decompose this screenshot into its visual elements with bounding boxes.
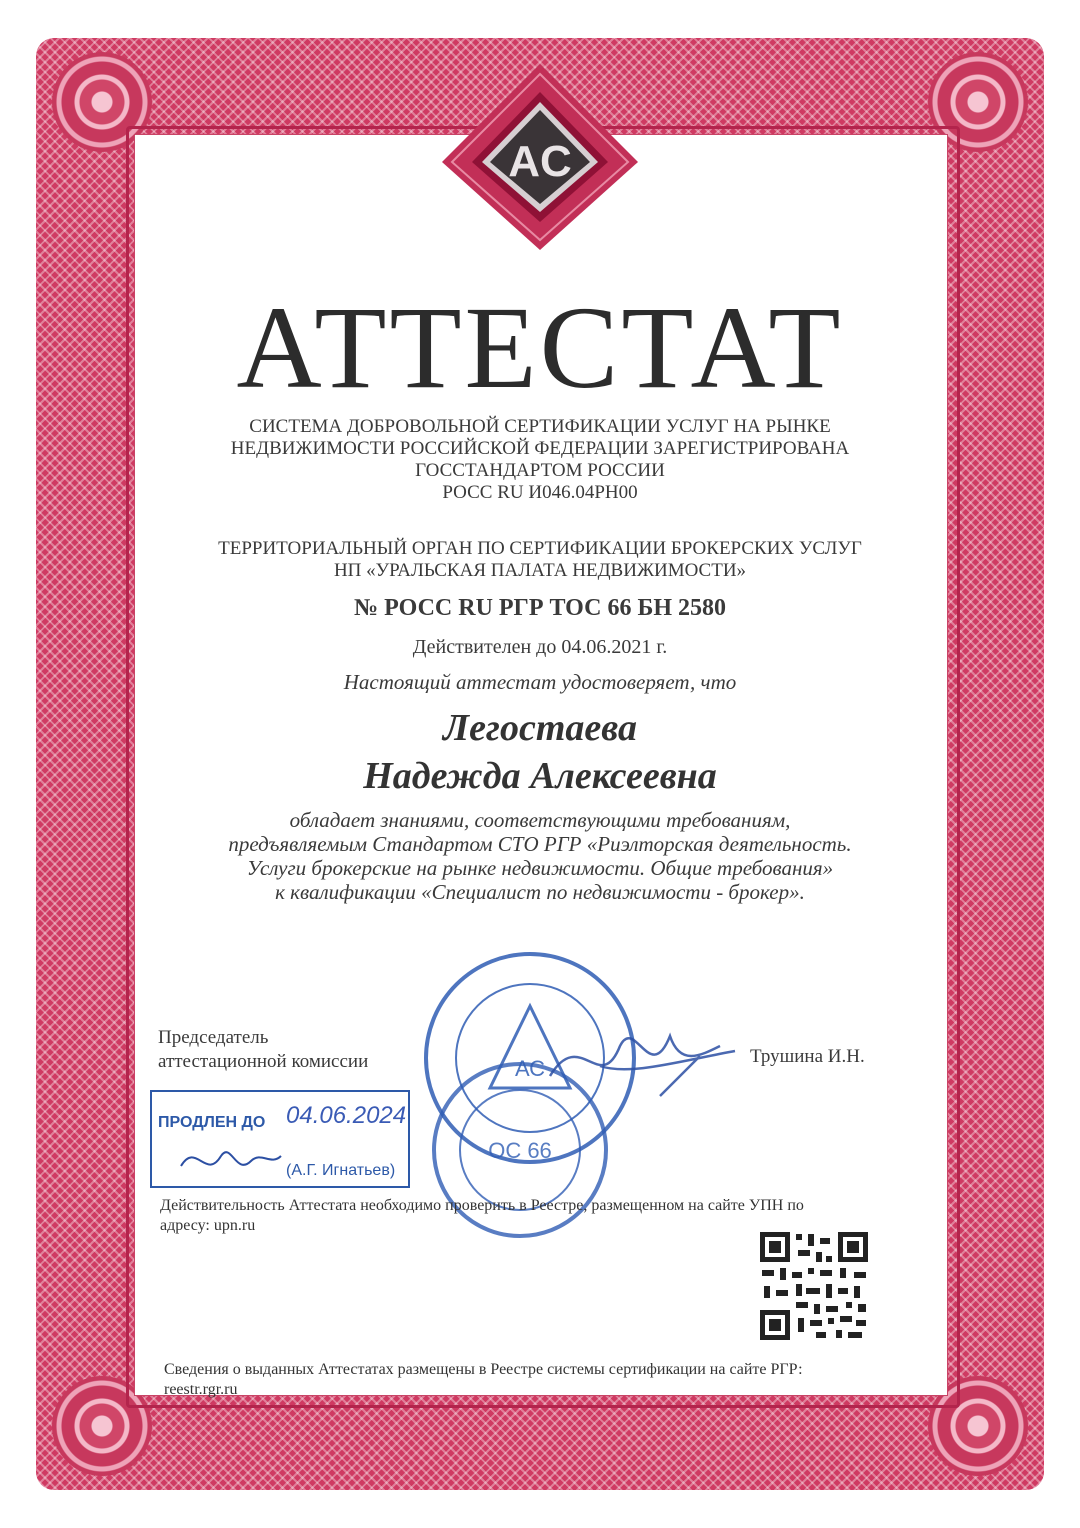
registry-line: Сведения о выданных Аттестатах размещены в Реестре системы сертификации на сайте РГР: xyxy=(164,1361,803,1378)
extension-label: ПРОДЛЕН ДО xyxy=(158,1114,266,1131)
valid-until: Действителен до 04.06.2021 г. xyxy=(412,636,668,658)
qualification-line: обладает знаниями, соответствующими требованиям, xyxy=(289,808,791,832)
svg-text:AC: AC xyxy=(508,137,572,186)
certificate-title: АТТЕСТАТ xyxy=(236,282,844,413)
qr-code xyxy=(756,1228,872,1344)
system-block xyxy=(134,416,946,504)
chairman-title xyxy=(158,1026,368,1074)
system-line: РОСС RU И046.04РН00 xyxy=(442,482,638,503)
system-line: ГОССТАНДАРТОМ РОССИИ xyxy=(415,460,665,481)
holder-given-name: Надежда Алексеевна xyxy=(363,755,717,797)
registry-note xyxy=(164,1360,888,1400)
signatory-name: Трушина И.Н. xyxy=(750,1046,865,1067)
svg-text:ОС 66: ОС 66 xyxy=(488,1138,552,1163)
qualification-line: Услуги брокерские на рынке недвижимости. Общие требования» xyxy=(246,856,834,880)
holder-surname: Легостаева xyxy=(443,707,637,749)
chairman-line: аттестационной комиссии xyxy=(158,1051,369,1072)
chairman-line: Председатель xyxy=(158,1027,269,1048)
system-line: НЕДВИЖИМОСТИ РОССИЙСКОЙ ФЕДЕРАЦИИ ЗАРЕГИСТРИРОВАНА xyxy=(230,438,850,459)
qualification-line: к квалификации «Специалист по недвижимости - брокер». xyxy=(275,880,805,904)
rgr-logo xyxy=(440,62,640,252)
registry-line: reestr.rgr.ru xyxy=(164,1381,238,1398)
validity-line: адресу: upn.ru xyxy=(160,1217,256,1234)
organ-line: НП «УРАЛЬСКАЯ ПАЛАТА НЕДВИЖИМОСТИ» xyxy=(333,560,747,581)
system-line: СИСТЕМА ДОБРОВОЛЬНОЙ СЕРТИФИКАЦИИ УСЛУГ НА РЫНКЕ xyxy=(249,416,831,437)
signature xyxy=(176,1136,286,1186)
svg-text:АС: АС xyxy=(514,1056,546,1081)
extension-signatory: (А.Г. Игнатьев) xyxy=(286,1162,396,1179)
extension-date: 04.06.2024 xyxy=(286,1102,407,1129)
organ-block xyxy=(134,538,946,582)
qualification-line: предъявляемым Стандартом СТО РГР «Риэлторская деятельность. xyxy=(228,832,852,856)
organ-line: ТЕРРИТОРИАЛЬНЫЙ ОРГАН ПО СЕРТИФИКАЦИИ БРОКЕРСКИХ УСЛУГ xyxy=(218,538,862,559)
signature xyxy=(540,1006,740,1116)
certificate-number: № РОСС RU РГР ТОС 66 БН 2580 xyxy=(353,595,727,621)
qualification-text xyxy=(134,808,946,904)
intro-text: Настоящий аттестат удостоверяет, что xyxy=(343,670,737,694)
validity-line: Действительность Аттестата необходимо проверить в Реестре, размещенном на сайте УПН по xyxy=(160,1197,804,1214)
